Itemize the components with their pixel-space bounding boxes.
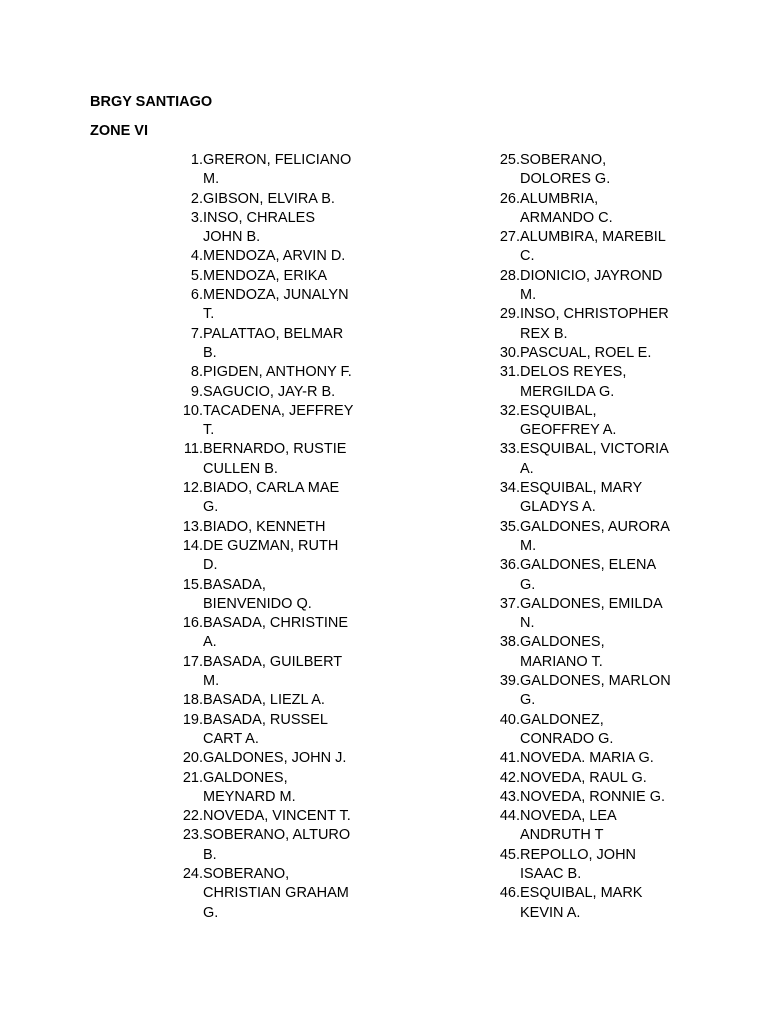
list-item (179, 479, 369, 518)
list-item-name (520, 672, 682, 711)
name-line: N. (520, 615, 535, 632)
name-line: DE GUZMAN, RUTH (203, 537, 339, 554)
list-item-name (520, 518, 682, 557)
list-item-name (203, 653, 365, 692)
list-item (179, 653, 369, 692)
name-line: KEVIN A. (520, 904, 581, 921)
list-item-number: 1. (190, 152, 203, 168)
list-item-name (520, 633, 682, 672)
name-line: DOLORES G. (520, 171, 611, 188)
list-item-number: 46. (499, 885, 520, 902)
name-line: SOBERANO, (203, 865, 290, 882)
list-item-number: 4. (190, 248, 203, 265)
name-line: NOVEDA, RONNIE G. (520, 788, 666, 805)
list-item (496, 363, 686, 402)
list-item-name (203, 383, 365, 402)
name-line: B. (203, 846, 217, 863)
name-line: BASADA, GUILBERT (203, 653, 343, 670)
name-line: INSO, CHRALES (203, 209, 315, 226)
list-item (179, 363, 369, 382)
list-item-name (520, 151, 682, 190)
list-item-number: 20. (182, 750, 203, 767)
list-item-name (203, 325, 365, 364)
list-item (179, 267, 369, 286)
list-item-name (203, 247, 365, 266)
name-line: T. (203, 422, 215, 439)
list-item-name (520, 363, 682, 402)
name-line: TACADENA, JEFFREY (203, 402, 354, 419)
zone-subtitle: ZONE VI (90, 123, 149, 139)
list-item-number: 10. (182, 402, 203, 419)
name-line: GALDONES, ELENA (520, 557, 657, 574)
name-line: ESQUIBAL, MARY (520, 480, 643, 497)
name-line: G. (520, 692, 536, 709)
name-line: GALDONES, (203, 769, 288, 786)
list-item-name (520, 807, 682, 846)
name-line: G. (203, 904, 219, 921)
list-item-number: 31. (499, 364, 520, 381)
name-line: MARIANO T. (520, 653, 603, 670)
list-item (496, 305, 686, 344)
name-line: DELOS REYES, (520, 364, 627, 381)
name-line: PALATTAO, BELMAR (203, 325, 344, 342)
list-item-name (203, 286, 365, 325)
list-item-number: 26. (499, 190, 520, 207)
list-item-number: 12. (182, 480, 203, 497)
list-item-number: 35. (499, 518, 520, 535)
name-line: CHRISTIAN GRAHAM (203, 885, 349, 902)
list-item-number: 7. (190, 325, 203, 342)
list-item (179, 749, 369, 768)
list-item-number: 33. (499, 441, 520, 458)
list-item (179, 440, 369, 479)
list-item-name (203, 865, 365, 923)
name-line: A. (520, 460, 534, 477)
list-item (179, 769, 369, 808)
name-line: GRERON, FELICIANO (203, 152, 352, 168)
list-item-number: 44. (499, 808, 520, 825)
list-item-number: 39. (499, 673, 520, 690)
list-item-name (203, 440, 365, 479)
list-item-name (203, 807, 365, 826)
list-item (179, 151, 369, 190)
name-line: M. (203, 673, 220, 690)
list-item (496, 344, 686, 363)
list-item (496, 228, 686, 267)
list-item-name (520, 595, 682, 634)
list-item (179, 711, 369, 750)
name-line: CONRADO G. (520, 730, 614, 747)
name-line: BASADA, LIEZL A. (203, 692, 325, 709)
list-item-name (203, 711, 365, 750)
name-line: BASADA, CHRISTINE (203, 615, 349, 632)
list-item (179, 865, 369, 923)
name-line: MENDOZA, JUNALYN (203, 287, 349, 304)
list-item (179, 614, 369, 653)
name-line: M. (520, 287, 537, 304)
list-item-number: 13. (182, 518, 203, 535)
name-line: BIADO, KENNETH (203, 518, 326, 535)
list-item-name (520, 711, 682, 750)
list-item-name (520, 884, 682, 923)
list-item (179, 537, 369, 576)
list-item-number: 29. (499, 306, 520, 323)
list-item-name (203, 826, 365, 865)
list-item (496, 267, 686, 306)
name-line: GALDONES, JOHN J. (203, 750, 347, 767)
name-line: NOVEDA, RAUL G. (520, 769, 647, 786)
list-item-number: 37. (499, 595, 520, 612)
list-item (496, 595, 686, 634)
name-line: GALDONES, MARLON (520, 673, 671, 690)
list-item (496, 556, 686, 595)
name-line: GALDONEZ, (520, 711, 604, 728)
list-item (496, 769, 686, 788)
name-line: ALUMBRIA, (520, 190, 599, 207)
name-line: NOVEDA, LEA (520, 808, 617, 825)
name-line: G. (203, 499, 219, 516)
list-item-name (203, 363, 365, 382)
name-line: GIBSON, ELVIRA B. (203, 190, 335, 207)
name-line: BIENVENIDO Q. (203, 595, 312, 612)
name-line: SOBERANO, (520, 152, 607, 168)
name-line: SAGUCIO, JAY-R B. (203, 383, 336, 400)
list-item (179, 325, 369, 364)
list-item-number: 23. (182, 827, 203, 844)
name-line: ESQUIBAL, MARK (520, 885, 643, 902)
list-item-name (520, 479, 682, 518)
name-line: BERNARDO, RUSTIE (203, 441, 347, 458)
list-item-number: 8. (190, 364, 203, 381)
list-item-number: 3. (190, 209, 203, 226)
list-item-number: 11. (183, 441, 203, 458)
list-item (496, 884, 686, 923)
list-item-number: 14. (182, 537, 203, 554)
list-item (496, 479, 686, 518)
list-item-name (520, 228, 682, 267)
name-line: PIGDEN, ANTHONY F. (203, 364, 352, 381)
list-item-number: 18. (182, 692, 203, 709)
name-list-left (179, 151, 369, 923)
name-line: NOVEDA, VINCENT T. (203, 808, 351, 825)
list-item (179, 190, 369, 209)
list-item-name (520, 769, 682, 788)
list-item (496, 788, 686, 807)
name-line: JOHN B. (203, 229, 261, 246)
name-line: GLADYS A. (520, 499, 596, 516)
name-line: DIONICIO, JAYROND (520, 267, 663, 284)
list-item-name (203, 190, 365, 209)
list-item (179, 286, 369, 325)
list-item-number: 41. (499, 750, 520, 767)
name-line: ARMANDO C. (520, 209, 613, 226)
list-item (496, 151, 686, 190)
list-item-number: 42. (499, 769, 520, 786)
name-line: BASADA, (203, 576, 266, 593)
list-item (179, 826, 369, 865)
list-item (496, 749, 686, 768)
name-line: M. (520, 537, 537, 554)
list-item-name (520, 267, 682, 306)
list-item (496, 807, 686, 846)
list-item-name (203, 769, 365, 808)
list-item (496, 402, 686, 441)
list-item (179, 518, 369, 537)
list-item (496, 190, 686, 229)
name-line: ESQUIBAL, VICTORIA (520, 441, 669, 458)
list-item (179, 691, 369, 710)
list-item-number: 24. (182, 865, 203, 882)
list-item-name (520, 190, 682, 229)
list-item-number: 28. (499, 267, 520, 284)
list-item-number: 34. (499, 480, 520, 497)
name-line: MENDOZA, ERIKA (203, 267, 328, 284)
list-item-name (203, 537, 365, 576)
name-line: CART A. (203, 730, 259, 747)
name-line: REPOLLO, JOHN (520, 846, 637, 863)
list-item-number: 22. (182, 808, 203, 825)
list-item-number: 16. (182, 615, 203, 632)
list-item-number: 27. (499, 229, 520, 246)
list-item-name (520, 402, 682, 441)
name-line: SOBERANO, ALTURO (203, 827, 351, 844)
name-line: ALUMBIRA, MAREBIL (520, 229, 666, 246)
name-line: MEYNARD M. (203, 788, 296, 805)
list-item (179, 209, 369, 248)
list-item-name (520, 846, 682, 885)
list-item-name (520, 749, 682, 768)
name-line: CULLEN B. (203, 460, 278, 477)
name-line: BIADO, CARLA MAE (203, 480, 340, 497)
name-line: GALDONES, (520, 634, 605, 651)
list-item-number: 6. (190, 287, 203, 304)
name-list-right (496, 151, 686, 923)
list-item (179, 807, 369, 826)
list-item-number: 15. (182, 576, 203, 593)
name-line: ESQUIBAL, (520, 402, 597, 419)
list-item-number: 5. (190, 267, 203, 284)
list-item (496, 440, 686, 479)
name-line: MENDOZA, ARVIN D. (203, 248, 346, 265)
name-line: D. (203, 557, 218, 574)
name-line: GALDONES, EMILDA (520, 595, 663, 612)
name-line: NOVEDA. MARIA G. (520, 750, 654, 767)
name-line: GALDONES, AURORA (520, 518, 670, 535)
list-item (496, 672, 686, 711)
list-item-name (520, 788, 682, 807)
list-item-number: 40. (499, 711, 520, 728)
list-item (179, 576, 369, 615)
name-line: C. (520, 248, 535, 265)
list-item-number: 9. (190, 383, 203, 400)
list-item (179, 383, 369, 402)
list-item-name (203, 479, 365, 518)
list-item (496, 518, 686, 557)
list-item-number: 43. (499, 788, 520, 805)
name-line: ISAAC B. (520, 865, 582, 882)
name-line: BASADA, RUSSEL (203, 711, 328, 728)
list-item-number: 19. (182, 711, 203, 728)
list-item-name (203, 209, 365, 248)
list-item (496, 711, 686, 750)
list-item-name (203, 691, 365, 710)
list-item (179, 402, 369, 441)
name-line: B. (203, 344, 217, 361)
list-item-number: 21. (182, 769, 203, 786)
list-item-name (203, 614, 365, 653)
name-line: REX B. (520, 325, 568, 342)
list-item-name (520, 556, 682, 595)
list-item-name (203, 576, 365, 615)
name-line: MERGILDA G. (520, 383, 615, 400)
list-item-number: 36. (499, 557, 520, 574)
list-item-name (203, 402, 365, 441)
name-line: ANDRUTH T (520, 827, 604, 844)
list-item-name (203, 151, 365, 190)
list-item-number: 45. (499, 846, 520, 863)
list-item-number: 30. (499, 344, 520, 361)
name-line: PASCUAL, ROEL E. (520, 344, 652, 361)
list-item-name (520, 344, 682, 363)
name-line: A. (203, 634, 217, 651)
list-item-number: 32. (499, 402, 520, 419)
list-item-name (520, 440, 682, 479)
list-item (496, 846, 686, 885)
list-item-number: 2. (190, 190, 203, 207)
list-item (179, 247, 369, 266)
name-line: INSO, CHRISTOPHER (520, 306, 669, 323)
list-item-name (520, 305, 682, 344)
list-item-number: 25. (499, 152, 520, 168)
list-item-number: 17. (182, 653, 203, 670)
name-line: T. (203, 306, 215, 323)
list-item-name (203, 749, 365, 768)
name-line: M. (203, 171, 220, 188)
list-item-number: 38. (499, 634, 520, 651)
name-line: G. (520, 576, 536, 593)
list-item-name (203, 518, 365, 537)
name-line: GEOFFREY A. (520, 422, 617, 439)
list-item (496, 633, 686, 672)
list-item-name (203, 267, 365, 286)
document-title: BRGY SANTIAGO (90, 94, 213, 110)
